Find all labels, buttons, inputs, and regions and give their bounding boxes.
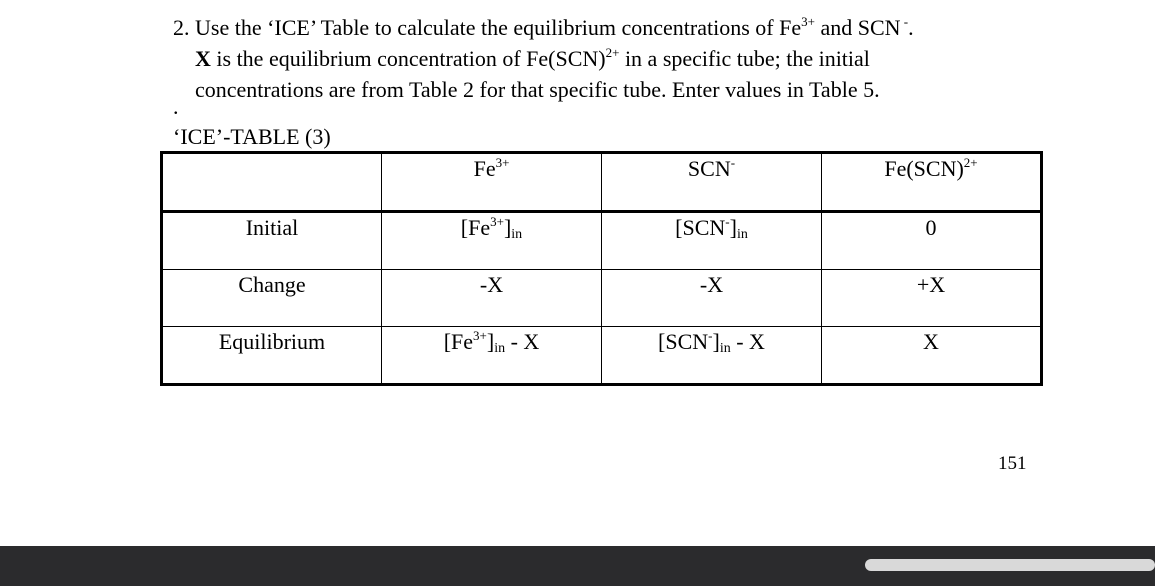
stray-dot: . — [173, 94, 179, 119]
instruction-line-1 — [173, 14, 1073, 45]
fe-charge-sup: 3+ — [801, 14, 815, 29]
header-fe: $Fe^{3+}$ — [382, 153, 602, 212]
step-number: 2. — [173, 15, 190, 40]
cell-change-fe: -X — [382, 270, 602, 327]
cell-initial-fe: $[Fe^{3+}]_{in}$ — [382, 212, 602, 270]
cell-equilibrium-scn: $[SCN^-]_{in}$ - X — [602, 327, 822, 385]
cell-change-fescn: +X — [822, 270, 1042, 327]
cell-equilibrium-fe: $[Fe^{3+}]_{in}$ - X — [382, 327, 602, 385]
scn-charge-sup: - — [900, 14, 909, 29]
cell-equilibrium-fescn: X — [822, 327, 1042, 385]
row-label-change: Change — [162, 270, 382, 327]
header-scn: SCN- — [602, 153, 822, 212]
instruction-line-3: concentrations are from Table 2 for that specific tube. Enter values in Table 5. — [195, 77, 880, 102]
horizontal-scrollbar-thumb[interactable] — [865, 559, 1155, 571]
table-row-change — [162, 270, 1042, 327]
instruction-text-1c: . — [908, 15, 914, 40]
page-number: 151 — [998, 453, 1027, 474]
header-fescn: Fe(SCN)$^{2+}$ — [822, 153, 1042, 212]
cell-initial-fescn: 0 — [822, 212, 1042, 270]
instruction-text-1b: and SCN — [814, 15, 901, 40]
viewer-bottom-bar — [0, 546, 1155, 586]
fescn-charge-sup: 2+ — [605, 45, 620, 60]
instruction-paragraph — [173, 14, 1073, 104]
table-row-initial — [162, 212, 1042, 270]
table-row-equilibrium — [162, 327, 1042, 385]
instruction-text-2b: in a specific tube; the initial — [619, 46, 870, 71]
header-empty-cell — [162, 153, 382, 212]
table-caption: ‘ICE’-TABLE (3) — [173, 124, 331, 149]
row-label-equilibrium: Equilibrium — [162, 327, 382, 385]
instruction-line-2 — [173, 45, 1073, 76]
instruction-text-2: is the equilibrium concentration of Fe(SCN) — [210, 46, 606, 71]
cell-change-scn: -X — [602, 270, 822, 327]
row-label-initial: Initial — [162, 212, 382, 270]
cell-initial-scn: $[SCN^-]_{in}$ — [602, 212, 822, 270]
table-header-row — [162, 153, 1042, 212]
ice-table — [160, 151, 1043, 386]
instruction-text-1: Use the ‘ICE’ Table to calculate the equilibrium concentrations of Fe — [195, 15, 802, 40]
x-variable: X — [195, 46, 211, 71]
